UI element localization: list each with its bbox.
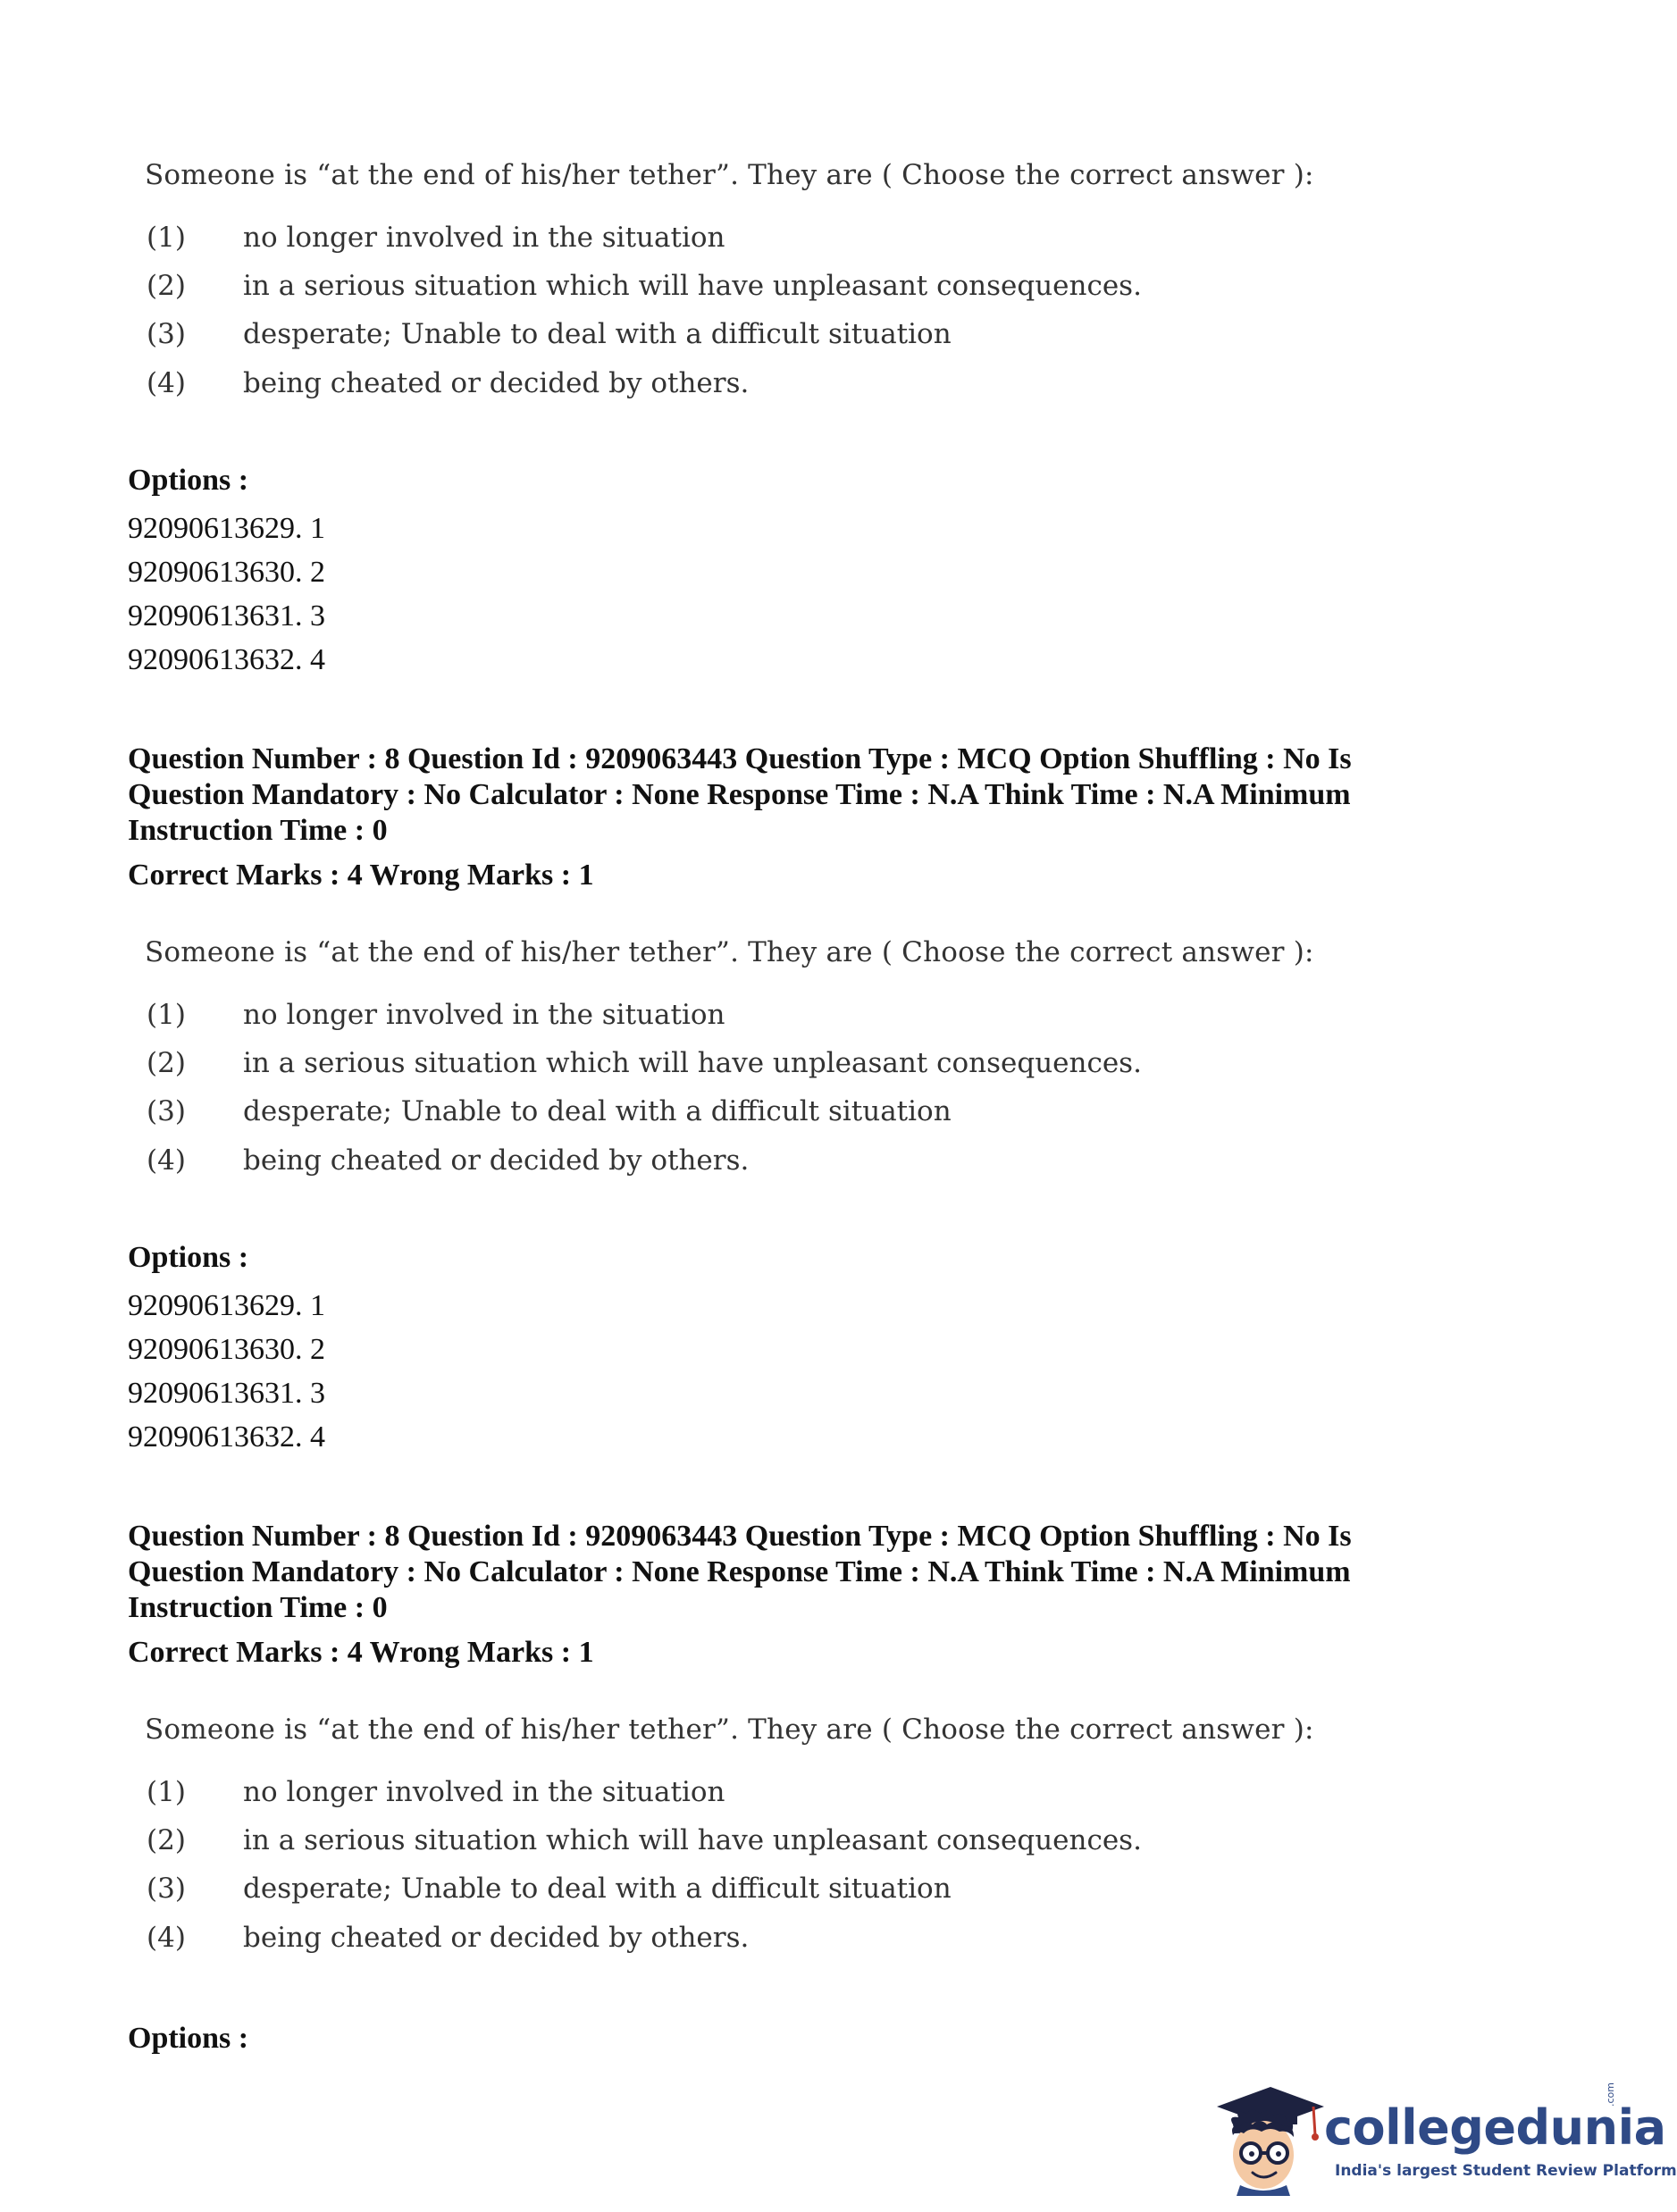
choice-text: no longer involved in the situation bbox=[243, 222, 725, 254]
choice-text: in a serious situation which will have unpleasant consequences. bbox=[243, 1047, 1142, 1079]
question-meta bbox=[128, 1519, 1522, 1671]
choice-number: (3) bbox=[147, 318, 186, 350]
options-heading: Options : bbox=[128, 1241, 249, 1274]
option-item: 92090613629. 1 bbox=[128, 1289, 325, 1322]
marks-line: Correct Marks : 4 Wrong Marks : 1 bbox=[128, 1636, 594, 1669]
option-item: 92090613632. 4 bbox=[128, 643, 325, 676]
choice-text: desperate; Unable to deal with a difficult situation bbox=[243, 1095, 952, 1127]
question-meta bbox=[128, 742, 1522, 893]
choice-number: (3) bbox=[147, 1873, 186, 1905]
option-item: 92090613631. 3 bbox=[128, 1377, 325, 1410]
meta-line: Instruction Time : 0 bbox=[128, 1591, 388, 1624]
choice-text: in a serious situation which will have unpleasant consequences. bbox=[243, 1824, 1142, 1856]
options-list bbox=[128, 2021, 248, 2065]
choice-number: (2) bbox=[147, 1047, 186, 1079]
meta-line: Question Number : 8 Question Id : 9209063443 Question Type : MCQ Option Shuffling : No Is bbox=[128, 742, 1352, 775]
choice-number: (4) bbox=[147, 367, 186, 399]
option-item: 92090613629. 1 bbox=[128, 512, 325, 545]
choice-number: (4) bbox=[147, 1144, 186, 1177]
choice-number: (1) bbox=[147, 222, 186, 254]
choice-text: no longer involved in the situation bbox=[243, 999, 725, 1031]
choice-number: (2) bbox=[147, 1824, 186, 1856]
question-stem: Someone is “at the end of his/her tether”. They are ( Choose the correct answer ): bbox=[145, 1713, 1314, 1746]
meta-line: Question Mandatory : No Calculator : None Response Time : N.A Think Time : N.A Minimum bbox=[128, 778, 1351, 811]
student-mascot-icon bbox=[1208, 2080, 1324, 2196]
options-list bbox=[128, 463, 325, 682]
choice-number: (1) bbox=[147, 1776, 186, 1808]
choice-text: being cheated or decided by others. bbox=[243, 1922, 750, 1954]
option-item: 92090613630. 2 bbox=[128, 1333, 325, 1366]
choice-text: in a serious situation which will have unpleasant consequences. bbox=[243, 270, 1142, 302]
choice-number: (1) bbox=[147, 999, 186, 1031]
choice-text: being cheated or decided by others. bbox=[243, 367, 750, 399]
meta-line: Instruction Time : 0 bbox=[128, 814, 388, 847]
choice-text: no longer involved in the situation bbox=[243, 1776, 725, 1808]
question-image bbox=[145, 159, 1314, 427]
options-heading: Options : bbox=[128, 464, 249, 497]
question-image bbox=[145, 936, 1314, 1204]
option-item: 92090613632. 4 bbox=[128, 1420, 325, 1454]
options-heading: Options : bbox=[128, 2022, 249, 2055]
question-stem: Someone is “at the end of his/her tether”. They are ( Choose the correct answer ): bbox=[145, 159, 1314, 191]
choice-text: desperate; Unable to deal with a difficult situation bbox=[243, 1873, 952, 1905]
question-stem: Someone is “at the end of his/her tether”. They are ( Choose the correct answer ): bbox=[145, 936, 1314, 968]
options-list bbox=[128, 1240, 325, 1459]
option-item: 92090613630. 2 bbox=[128, 556, 325, 589]
choice-number: (2) bbox=[147, 270, 186, 302]
option-item: 92090613631. 3 bbox=[128, 599, 325, 633]
meta-line: Question Mandatory : No Calculator : None Response Time : N.A Think Time : N.A Minimum bbox=[128, 1555, 1351, 1588]
brand-domain: .com bbox=[1605, 2082, 1616, 2107]
question-image bbox=[145, 1713, 1314, 1982]
brand-name: collegedunia bbox=[1324, 2099, 1666, 2156]
choice-number: (3) bbox=[147, 1095, 186, 1127]
marks-line: Correct Marks : 4 Wrong Marks : 1 bbox=[128, 859, 594, 892]
meta-line: Question Number : 8 Question Id : 9209063443 Question Type : MCQ Option Shuffling : No Is bbox=[128, 1520, 1352, 1553]
choice-text: being cheated or decided by others. bbox=[243, 1144, 750, 1177]
choice-number: (4) bbox=[147, 1922, 186, 1954]
choice-text: desperate; Unable to deal with a difficult situation bbox=[243, 318, 952, 350]
brand-tagline: India's largest Student Review Platform bbox=[1335, 2162, 1677, 2180]
collegedunia-logo bbox=[1208, 2080, 1677, 2196]
